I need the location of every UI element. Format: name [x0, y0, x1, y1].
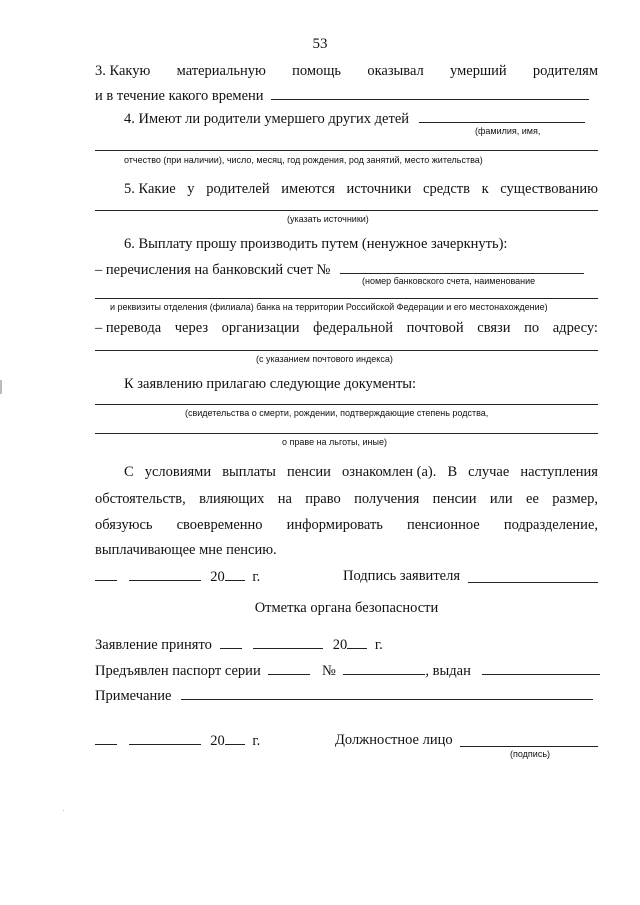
post-word: связи	[477, 320, 511, 336]
year-suffix: г.	[252, 569, 261, 585]
post-address-line[interactable]	[95, 350, 598, 351]
official-year-prefix: 20	[210, 733, 225, 749]
bank-account-field[interactable]	[340, 260, 584, 274]
note-row	[95, 686, 598, 705]
conditions-line1	[124, 463, 598, 481]
conditions1-word: случае	[468, 464, 510, 480]
post-word: – перевода	[95, 320, 162, 336]
q4-hint1: (фамилия, имя,	[475, 126, 541, 136]
page-number: 53	[312, 36, 328, 52]
attachments-line2[interactable]	[95, 433, 598, 434]
signature-label: Подпись заявителя	[343, 568, 460, 584]
bank-details-line[interactable]	[95, 298, 598, 299]
q3-line1	[95, 62, 598, 80]
applicant-signature-field[interactable]	[468, 569, 598, 583]
conditions3-word: информировать	[286, 517, 383, 533]
post-word: почтовой	[406, 320, 464, 336]
passport-number-field[interactable]	[343, 661, 425, 675]
attachments-hint1: (свидетельства о смерти, рождении, подтверждающие степень родства,	[185, 408, 489, 418]
official-month-field[interactable]	[129, 731, 201, 745]
issued-label: , выдан	[425, 663, 471, 679]
attachments-line1[interactable]	[95, 404, 598, 405]
post-hint: (с указанием почтового индекса)	[256, 354, 393, 364]
official-row	[95, 731, 598, 750]
post-word: адресу:	[552, 320, 598, 336]
number-sign: №	[321, 663, 336, 679]
conditions1-word: ознакомлен (а).	[341, 464, 437, 480]
q6-line: 6. Выплату прошу производить путем (ненужное зачеркнуть):	[124, 236, 508, 252]
q5-word: у	[187, 181, 195, 197]
q3-word: оказывал	[367, 63, 424, 79]
conditions2-word: ее	[526, 491, 539, 507]
conditions-line3	[95, 516, 598, 534]
q5-word: к	[481, 181, 489, 197]
accepted-year-field[interactable]	[347, 635, 367, 649]
year-field[interactable]	[225, 567, 245, 581]
conditions2-word: получения	[354, 491, 420, 507]
conditions-line4: выплачивающее мне пенсию.	[95, 542, 277, 558]
passport-series-field[interactable]	[268, 661, 310, 675]
conditions1-word: условиями	[144, 464, 212, 480]
day-field[interactable]	[95, 567, 117, 581]
conditions3-word: подразделение,	[503, 517, 598, 533]
month-field[interactable]	[129, 567, 201, 581]
q4-hint2: отчество (при наличии), число, месяц, год рождения, род занятий, место жительства)	[124, 155, 483, 165]
conditions1-word: пенсии	[286, 464, 331, 480]
conditions1-word: выплаты	[222, 464, 276, 480]
q3-line2	[95, 86, 598, 105]
conditions2-word: на	[277, 491, 292, 507]
post-word: организации	[221, 320, 300, 336]
conditions3-word: пенсионное	[406, 517, 480, 533]
accepted-month-field[interactable]	[253, 635, 323, 649]
note-label: Примечание	[95, 688, 172, 704]
q5-hint: (указать источники)	[287, 214, 369, 224]
q3-word: умерший	[450, 63, 507, 79]
q5-word: существованию	[500, 181, 598, 197]
q5-line	[124, 180, 598, 198]
accepted-year-suffix: г.	[374, 637, 383, 653]
q5-word: имеются	[281, 181, 335, 197]
official-year-suffix: г.	[252, 733, 261, 749]
attachments-hint2: о праве на льготы, иные)	[282, 437, 387, 447]
bank-hint2: и реквизиты отделения (филиала) банка на территории Российской Федерации и его местонахождение)	[110, 302, 548, 312]
scan-artifact	[0, 380, 2, 394]
conditions-line2	[95, 490, 598, 508]
accepted-day-field[interactable]	[220, 635, 242, 649]
year-prefix: 20	[210, 569, 225, 585]
q4-answer-line[interactable]	[95, 150, 598, 151]
scan-artifact	[63, 810, 64, 811]
issued-by-field[interactable]	[482, 661, 600, 675]
signature-row	[95, 567, 598, 586]
q3-word: помощь	[292, 63, 342, 79]
bank-hint1: (номер банковского счета, наименование	[362, 276, 536, 286]
official-year-field[interactable]	[225, 731, 245, 745]
q5-word: родителей	[206, 181, 270, 197]
passport-label: Предъявлен паспорт серии	[95, 663, 261, 679]
official-label: Должностное лицо	[335, 732, 453, 748]
q4-text: 4. Имеют ли родители умершего других детей	[124, 111, 410, 127]
q3-answer-field[interactable]	[271, 86, 589, 100]
passport-row	[95, 661, 598, 680]
conditions1-word: В	[447, 464, 458, 480]
conditions2-word: право	[305, 491, 341, 507]
conditions2-word: обстоятельств,	[95, 491, 186, 507]
conditions3-word: своевременно	[176, 517, 263, 533]
post-word: через	[174, 320, 209, 336]
conditions2-word: пенсии	[432, 491, 477, 507]
conditions3-word: обязуюсь	[95, 517, 153, 533]
official-day-field[interactable]	[95, 731, 117, 745]
accepted-label: Заявление принято	[95, 637, 212, 653]
q3-word: родителям	[532, 63, 598, 79]
signature-hint: (подпись)	[510, 749, 551, 759]
q5-word: источники	[346, 181, 412, 197]
note-field[interactable]	[181, 686, 593, 700]
official-signature-field[interactable]	[460, 733, 598, 747]
q3-line2-text: и в течение какого времени	[95, 88, 264, 104]
post-word: по	[524, 320, 540, 336]
bank-label: – перечисления на банковский счет №	[95, 262, 331, 278]
q5-answer-line[interactable]	[95, 210, 598, 211]
q4-answer-field[interactable]	[419, 109, 585, 123]
conditions2-word: размер,	[552, 491, 598, 507]
q5-word: 5. Какие	[124, 181, 176, 197]
attachments-line: К заявлению прилагаю следующие документы:	[124, 376, 417, 392]
conditions2-word: или	[489, 491, 513, 507]
security-title: Отметка органа безопасности	[254, 600, 439, 616]
accepted-row	[95, 635, 598, 654]
q5-word: средств	[423, 181, 470, 197]
q3-word: 3. Какую	[95, 63, 151, 79]
conditions1-word: С	[124, 464, 134, 480]
accepted-year-prefix: 20	[332, 637, 348, 653]
conditions1-word: наступления	[520, 464, 598, 480]
post-word: федеральной	[313, 320, 394, 336]
conditions2-word: влияющих	[199, 491, 265, 507]
q3-word: материальную	[176, 63, 266, 79]
post-line	[95, 319, 598, 337]
